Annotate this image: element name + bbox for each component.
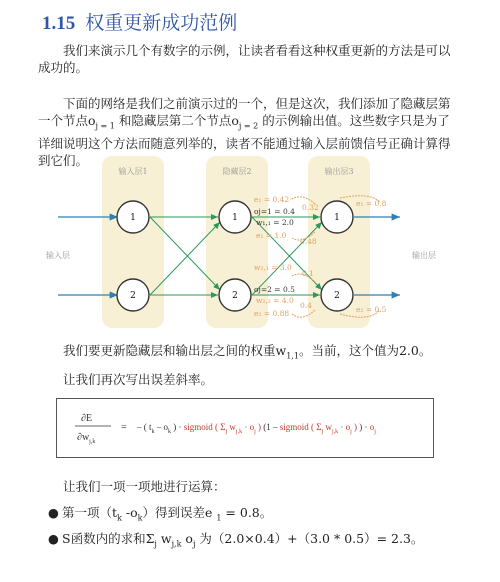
network-diagram [40,152,460,332]
weight-22: w₂,₂ = 4.0 [256,296,294,305]
paragraph-step: 让我们一项一项地进行运算： [63,479,226,494]
split-value: 0.1 [302,269,314,278]
output-error-2: e₂ = 0.5 [356,305,387,314]
hidden-layer-label: 隐藏层2 [222,167,252,176]
paragraph-network: 下面的网络是我们之前演示过的一个，但是这次，我们添加了隐藏层第一个节点$o_{j = 1}$ 和隐藏层第二个节点$o_{j = 2}$ 的示例输出值。这些数字只是为了详细说明这个方法而随意列举的，读者不能通过输入层前馈信号正确计算得到它们。 [38,96,451,168]
hidden-output-2: oj=2 = 0.5 [254,285,295,294]
weight-21-error: e₁ = 1.0 [256,231,287,240]
formula-body: – ( $t_k - o_k$ ) · sigmoid ( $\Sigma_j$ $w_{j,k} \cdot o_j$ ) (1 – sigmoid ( $\Sigma_j$ $w_{j,k} \cdot o_j$ ) ) · $o_j$ [137,422,376,435]
section-number: 1.15 [42,13,76,34]
weight-21: w₂,₁ = 3.0 [254,263,292,272]
node-label: 2 [232,291,238,301]
hidden-error-2: e₂ = 0.88 [254,309,290,318]
node-label: 2 [130,291,136,301]
node-label: 2 [334,291,340,301]
split-value: 0.48 [300,237,317,246]
node-label: 1 [334,213,340,223]
bullet-icon: ● [48,505,59,520]
formula-equals: = [121,422,127,433]
hidden-output-1: oj=1 = 0.4 [254,207,295,216]
formula-numerator: ∂E [81,413,93,424]
split-value: 0.32 [302,203,319,212]
input-layer-label: 输入层1 [118,167,148,176]
input-side-label: 输入层 [46,251,70,260]
output-layer-label: 输出层3 [324,167,354,176]
output-error-1: e₁ = 0.8 [356,199,387,208]
paragraph-update: 我们要更新隐藏层和输出层之间的权重$w_{1,1}$。当前，这个值为2.0。 [63,343,432,361]
list-item: ● S函数内的求和$\Sigma_j$ $w_{j,k}$ $o_j$ 为（2.0×0.4）+（3.0 * 0.5）= 2.3。 [48,530,424,548]
bullet-list [46,503,423,554]
split-value: 0.4 [300,301,312,310]
output-side-label: 输出层 [412,251,436,260]
node-label: 1 [130,213,136,223]
section-title: 权重更新成功范例 [85,12,238,34]
paragraph-intro: 我们来演示几个有数字的示例，让读者看看这种权重更新的方法是可以成功的。 [38,43,451,75]
section-heading [42,8,237,35]
paragraph-slope: 让我们再次写出误差斜率。 [63,372,214,387]
list-item: ● 第一项（$t_k$ $-o_k$）得到误差e $_1$ = 0.8。 [48,505,273,523]
bullet-icon: ● [48,530,59,546]
formula-box [56,398,434,458]
node-label: 1 [232,213,238,223]
weight-11: w₁,₁ = 2.0 [256,218,294,227]
formula-denominator: $\partial w_{j,k}$ [77,432,96,445]
hidden-error-1: e₁ = 0.42 [254,195,290,204]
